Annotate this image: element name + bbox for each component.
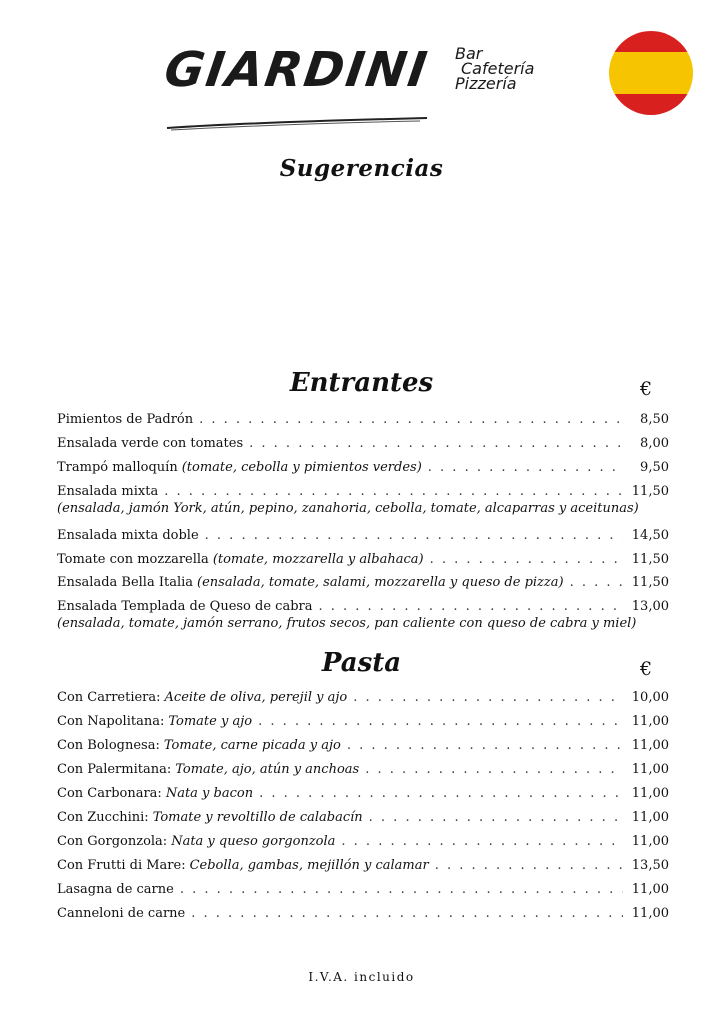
menu-item — [57, 599, 669, 631]
menu-item-price: 11,00 — [631, 834, 669, 849]
menu-item-name: Con Carretiera: — [57, 690, 161, 705]
menu-item-name: Ensalada Bella Italia — [57, 575, 194, 590]
menu-item-price: 8,00 — [640, 436, 669, 451]
logo-wordmark: GIARDINI — [161, 42, 433, 98]
currency-symbol-pasta: € — [640, 658, 653, 680]
menu-item-description: Cebolla, gambas, mejillón y calamar — [189, 858, 429, 873]
logo-tagline-pizzeria: Pizzería — [455, 74, 517, 93]
dot-leader — [365, 762, 623, 777]
menu-item-name: Con Zucchini: — [57, 810, 149, 825]
menu-item — [57, 552, 669, 568]
dot-leader — [430, 552, 623, 567]
menu-item — [57, 810, 669, 826]
menu-item — [57, 575, 669, 591]
menu-item-name: Con Gorgonzola: — [57, 834, 168, 849]
menu-item-price: 10,00 — [631, 690, 669, 705]
dot-leader — [164, 484, 623, 499]
dot-leader — [318, 599, 623, 614]
menu-item-description: Nata y queso gorgonzola — [171, 834, 336, 849]
menu-item-name: Con Napolitana: — [57, 714, 165, 729]
menu-item-description: (tomate, cebolla y pimientos verdes) — [181, 460, 422, 475]
menu-item-price: 11,00 — [631, 786, 669, 801]
vat-note: I.V.A. incluido — [308, 970, 415, 984]
menu-item — [57, 762, 669, 778]
dot-leader — [259, 786, 623, 801]
menu-item-description: Tomate y ajo — [168, 714, 253, 729]
menu-item-name: Ensalada verde con tomates — [57, 436, 244, 451]
menu-item-description: Tomate, ajo, atún y anchoas — [175, 762, 360, 777]
menu-item-name: Lasagna de carne — [57, 882, 174, 897]
dot-leader — [249, 436, 623, 451]
menu-item-name: Ensalada mixta — [57, 484, 159, 499]
giardini-logo — [161, 40, 605, 140]
section-title-pasta: Pasta — [321, 648, 402, 678]
dot-leader — [369, 810, 623, 825]
dot-leader — [428, 460, 623, 475]
menu-item — [57, 738, 669, 754]
menu-item-name: Canneloni de carne — [57, 906, 186, 921]
menu-item-name: Ensalada Templada de Queso de cabra — [57, 599, 313, 614]
menu-item — [57, 484, 669, 516]
menu-item-price: 11,50 — [631, 484, 669, 499]
dot-leader — [341, 834, 623, 849]
logo-underline — [165, 116, 430, 132]
menu-item-description: Tomate, carne picada y ajo — [163, 738, 341, 753]
menu-item — [57, 786, 669, 802]
menu-item-price: 13,50 — [631, 858, 669, 873]
menu-item-description: (tomate, mozzarella y albahaca) — [212, 552, 424, 567]
dot-leader — [347, 738, 623, 753]
menu-item-price: 11,00 — [631, 810, 669, 825]
menu-item-price: 11,50 — [631, 552, 669, 567]
dot-leader — [258, 714, 623, 729]
page-title: Sugerencias — [279, 155, 444, 182]
dot-leader — [353, 690, 623, 705]
menu-item — [57, 882, 669, 898]
menu-item-description: (ensalada, tomate, salami, mozzarella y queso de pizza) — [197, 575, 564, 590]
dot-leader — [205, 528, 623, 543]
menu-item — [57, 460, 669, 476]
menu-item-name: Con Carbonara: — [57, 786, 162, 801]
menu-item — [57, 412, 669, 428]
menu-item-price: 8,50 — [640, 412, 669, 427]
menu-item-ingredients: (ensalada, tomate, jamón serrano, frutos secos, pan caliente con queso de cabra y miel) — [57, 616, 637, 631]
logo-tagline-cafeteria: Cafetería — [461, 59, 535, 78]
menu-item-price: 13,00 — [631, 599, 669, 614]
currency-symbol-entrantes: € — [640, 378, 653, 400]
menu-item-description: Aceite de oliva, perejil y ajo — [164, 690, 348, 705]
menu-item — [57, 528, 669, 544]
flag-stripe-middle — [608, 52, 694, 94]
menu-item-name: Con Bolognesa: — [57, 738, 160, 753]
menu-item-description: Nata y bacon — [165, 786, 254, 801]
menu-item-ingredients: (ensalada, jamón York, atún, pepino, zanahoria, cebolla, tomate, alcaparras y aceitunas) — [57, 501, 639, 516]
menu-item — [57, 690, 669, 706]
dot-leader — [570, 575, 623, 590]
menu-item-price: 11,00 — [631, 714, 669, 729]
menu-item-price: 11,00 — [631, 906, 669, 921]
menu-item-price: 9,50 — [640, 460, 669, 475]
menu-item — [57, 714, 669, 730]
dot-leader — [191, 906, 623, 921]
menu-item-price: 11,00 — [631, 882, 669, 897]
menu-item-name: Con Palermitana: — [57, 762, 172, 777]
menu-item-name: Con Frutti di Mare: — [57, 858, 186, 873]
menu-item — [57, 436, 669, 452]
menu-item-price: 11,50 — [631, 575, 669, 590]
dot-leader — [180, 882, 623, 897]
dot-leader — [199, 412, 623, 427]
logo-tagline-bar: Bar — [455, 44, 483, 63]
dot-leader — [435, 858, 623, 873]
menu-item-name: Pimientos de Padrón — [57, 412, 194, 427]
menu-item-name: Ensalada mixta doble — [57, 528, 199, 543]
section-title-entrantes: Entrantes — [289, 368, 434, 398]
menu-item-price: 11,00 — [631, 762, 669, 777]
menu-item — [57, 906, 669, 922]
menu-item-price: 11,00 — [631, 738, 669, 753]
spain-flag-icon[interactable] — [608, 30, 694, 116]
menu-item-description: Tomate y revoltillo de calabacín — [152, 810, 363, 825]
menu-item-name: Tomate con mozzarella — [57, 552, 209, 567]
flag-stripe-top — [608, 30, 694, 52]
menu-item — [57, 858, 669, 874]
menu-item-price: 14,50 — [631, 528, 669, 543]
menu-item-name: Trampó malloquín — [57, 460, 178, 475]
flag-stripe-bottom — [608, 94, 694, 116]
menu-item — [57, 834, 669, 850]
logo-tagline — [455, 46, 534, 91]
